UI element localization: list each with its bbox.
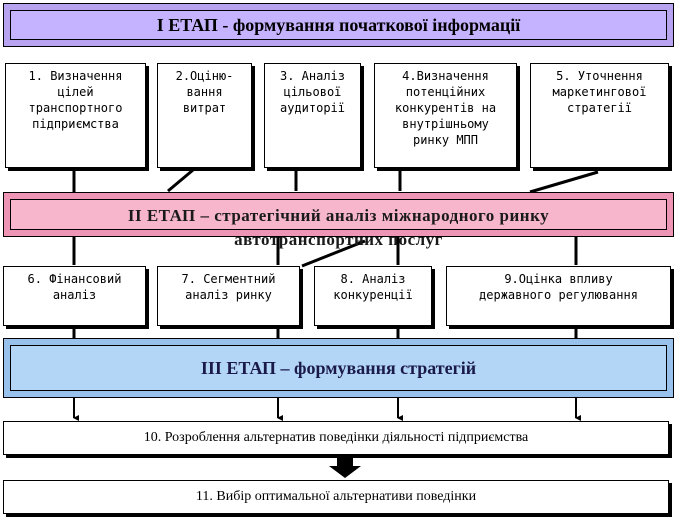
step-9-box: 9.Оцінка впливу державного регулювання: [446, 266, 671, 326]
stage3-title: ІІІ ЕТАП – формування стратегій: [10, 345, 667, 391]
step-6-box: 6. Фінансовий аналіз: [3, 266, 146, 326]
connector-5-to-stage2: [530, 172, 598, 192]
step-11-box: 11. Вибір оптимальної альтернативи поведінки: [3, 480, 669, 514]
step-2-box: 2.Оціню- вання витрат: [157, 63, 252, 168]
step-8-box: 8. Аналіз конкуренції: [314, 266, 432, 326]
stage1-band: [3, 3, 674, 47]
step-7-box: 7. Сегментний аналіз ринку: [157, 266, 300, 326]
step-3-box: 3. Аналіз цільової аудиторії: [264, 63, 361, 168]
step-10-box: 10. Розроблення альтернатив поведінки діяльності підприємства: [3, 421, 669, 455]
stage1-title: І ЕТАП - формування початкової інформації: [10, 10, 667, 40]
stage2-title-text: ІІ ЕТАП – стратегічний аналіз міжнародного ринку автотранспортних послуг: [127, 206, 550, 249]
step-4-box: 4.Визначення потенційних конкурентів на внутрішньому ринку МПП: [374, 63, 517, 168]
step-5-box: 5. Уточнення маркетингової стратегії: [530, 63, 669, 168]
block-arrow-10-to-11: [329, 457, 361, 478]
stage3-band: [3, 338, 674, 398]
connector-2-to-stage2: [168, 170, 193, 191]
step-1-box: 1. Визначення цілей транспортного підприємства: [5, 63, 146, 168]
stage2-band: [3, 192, 674, 249]
stage2-title: [10, 199, 667, 249]
